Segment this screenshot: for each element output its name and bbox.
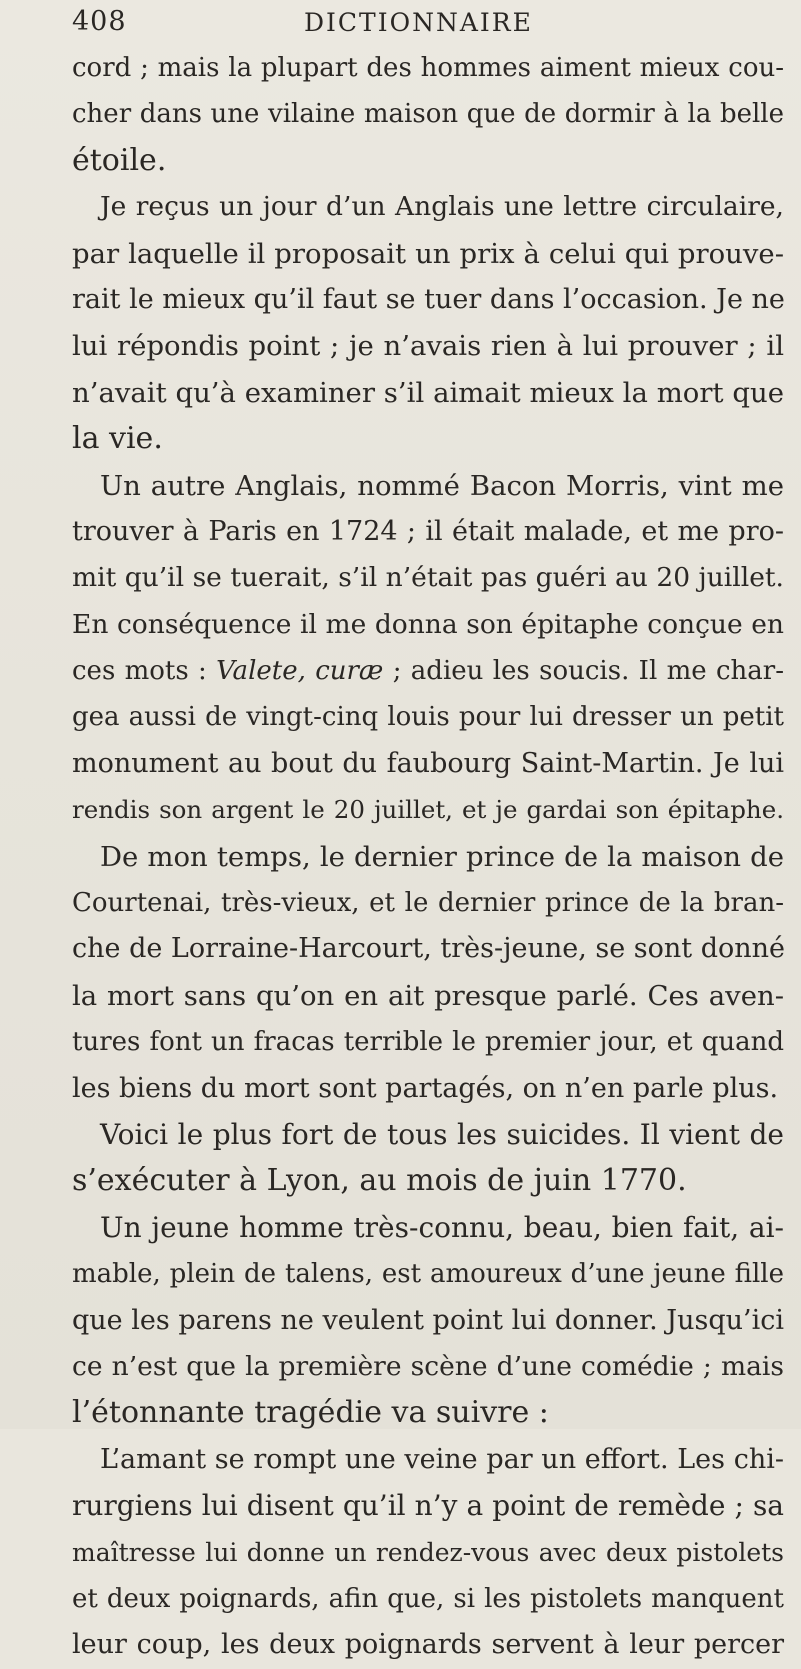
text-line: mit qu’il se tuerait, s’il n’était pas guéri au 20 juillet.: [72, 562, 784, 594]
text-line: che de Lorraine-Harcourt, très-jeune, se sont donné: [72, 933, 786, 965]
text-line: maîtresse lui donne un rendez-vous avec deux pistolets: [72, 1537, 784, 1567]
text-line: mable, plein de talens, est amoureux d’une jeune fille: [72, 1259, 784, 1290]
text-line: cord ; mais la plupart des hommes aiment mieux cou-: [72, 53, 784, 83]
text-line: les biens du mort sont partagés, on n’en parle plus.: [72, 1072, 779, 1104]
text-line: la vie.: [72, 421, 163, 457]
text-line: l’étonnante tragédie va suivre :: [72, 1395, 549, 1431]
text-line: L’amant se rompt une veine par un effort. Les chi-: [100, 1443, 784, 1475]
text-line: rendis son argent le 20 juillet, et je gardai son épitaphe.: [72, 795, 784, 825]
text-line: cher dans une vilaine maison que de dormir à la belle: [72, 99, 784, 130]
text-line: trouver à Paris en 1724 ; il était malade, et me pro-: [72, 515, 784, 547]
page-header: [0, 4, 801, 44]
text-line: étoile.: [72, 142, 167, 178]
text-line: ces mots : Valete, curæ ; adieu les soucis. Il me char-: [72, 656, 784, 687]
text-line: rait le mieux qu’il faut se tuer dans l’occasion. Je ne: [72, 283, 785, 315]
page-number: 408: [72, 6, 127, 37]
text-line: De mon temps, le dernier prince de la maison de: [100, 840, 784, 873]
text-line: que les parens ne veulent point lui donner. Jusqu’ici: [72, 1304, 784, 1336]
text-line: Courtenai, très-vieux, et le dernier prince de la bran-: [72, 888, 784, 919]
text-line: monument au bout du faubourg Saint-Martin. Je lui: [72, 747, 784, 779]
running-head: DICTIONNAIRE: [304, 8, 533, 37]
text-line: la mort sans qu’on en ait presque parlé. Ces aven-: [72, 979, 784, 1012]
text-line: lui répondis point ; je n’avais rien à lui prouver ; il: [72, 330, 784, 363]
text-line: Un jeune homme très-connu, beau, bien fait, ai-: [100, 1210, 784, 1244]
text-line: tures font un fracas terrible le premier jour, et quand: [72, 1027, 784, 1058]
text-line: Je reçus un jour d’un Anglais une lettre circulaire,: [100, 191, 784, 223]
text-line: Un autre Anglais, nommé Bacon Morris, vint me: [100, 469, 784, 502]
text-line: n’avait qu’à examiner s’il aimait mieux la mort que: [72, 376, 784, 409]
text-line: s’exécuter à Lyon, au mois de juin 1770.: [72, 1163, 687, 1199]
text-line: ce n’est que la première scène d’une comédie ; mais: [72, 1350, 784, 1382]
text-line: par laquelle il proposait un prix à celui qui prouve-: [72, 237, 784, 270]
text-line: Voici le plus fort de tous les suicides. Il vient de: [100, 1117, 784, 1151]
text-line: rurgiens lui disent qu’il n’y a point de remède ; sa: [72, 1489, 784, 1523]
text-line: et deux poignards, afin que, si les pistolets manquent: [72, 1583, 784, 1614]
text-line: En conséquence il me donna son épitaphe conçue en: [72, 608, 784, 640]
text-line: leur coup, les deux poignards servent à leur percer: [72, 1629, 784, 1661]
body-text: [72, 45, 784, 1669]
text-line: gea aussi de vingt-cinq louis pour lui dresser un petit: [72, 702, 784, 733]
